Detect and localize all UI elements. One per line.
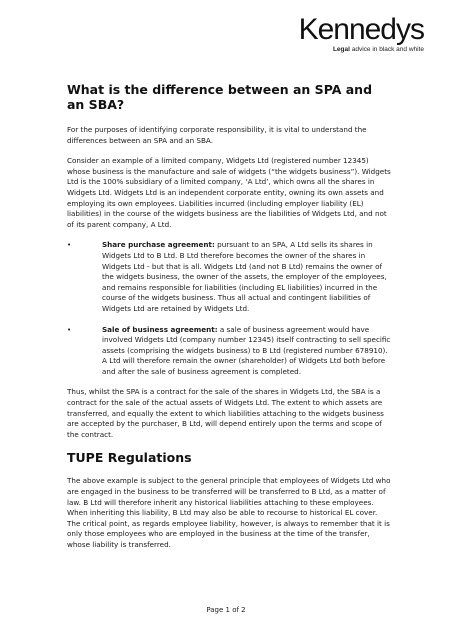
list-item-term: Share purchase agreement: [102,240,215,250]
logo-name: Kennedys [298,13,424,46]
summary-paragraph: Thus, whilst the SPA is a contract for the sale of the shares in Widgets Ltd, the SBA is a contract for the sale of the actual assets of Widgets Ltd. The extent to which assets are transferred, and equally the extent to which liabilities attaching to the widgets business are accepted by the purchaser, B Ltd, will depend entirely upon the terms and scope of the contract. [67,387,384,439]
list-item-text: a sale of business agreement would have involved Widgets Ltd (company number 12345) itself contracting to sell specific assets (comprising the widgets business) to B Ltd (registered number 678910). A Ltd will therefore remain the owner (shareholder) of Widgets Ltd both before and after the sale of business agreement is completed. [102,324,391,376]
kennedys-logo [299,14,424,53]
page-title: What is the difference between an SPA and an SBA? [67,82,373,112]
list-item-term: Sale of business agreement: [102,324,218,334]
document-body [67,82,392,561]
section-heading-tupe: TUPE Regulations [67,450,192,466]
logo-tagline [299,46,424,53]
list-item-text: pursuant to an SPA, A Ltd sells its shares in Widgets Ltd to B Ltd. B Ltd therefore becomes the owner of the shares in Widgets Ltd - but that is all. Widgets Ltd (and not B Ltd) remains the owner of the widgets business, the owner of the assets, the employer of the employees, and remains responsible for liabilities (including EL liabilities) incurred in the course of the widgets business. Thus all actual and contingent liabilities of Widgets Ltd are retained by Widgets Ltd. [102,240,387,313]
example-paragraph: Consider an example of a limited company, Widgets Ltd (registered number 12345) whose business is the manufacture and sale of widgets (“the widgets business”). Widgets Ltd is the 100% subsidiary of a limited company, ‘A Ltd’, which owns all the shares in Widgets Ltd. Widgets Ltd is an independent corporate entity, owning its own assets and employing its own employees. Liabilities incurred (including employer liability (EL) liabilities) in the course of the widgets business are the liabilities of Widgets Ltd, and not of its parent company, A Ltd. [67,156,391,229]
tupe-paragraph: The above example is subject to the general principle that employees of Widgets Ltd who are engaged in the business to be transferred will be transferred to B Ltd, as a matter of law. B Ltd will therefore inherit any historical liabilities attaching to these employees. When inheriting this liability, B Ltd may also be able to recourse to historical EL cover. The critical point, as regards employee liability, however, is always to remember that it is only those employees who are employed in the business at the time of the transfer, whose liability is transferred. [67,476,391,549]
bullet-icon: • [67,325,72,334]
agreement-list [67,240,392,377]
bullet-icon: • [67,241,72,250]
logo-tagline-rest: advice in black and white [349,46,424,53]
logo-tagline-bold: Legal [332,46,350,53]
page-number: Page 1 of 2 [206,606,246,614]
intro-paragraph: For the purposes of identifying corporate responsibility, it is vital to understand the differences between an SPA and an SBA. [67,125,367,145]
list-item-sba [67,325,392,378]
list-item-spa [67,240,392,314]
